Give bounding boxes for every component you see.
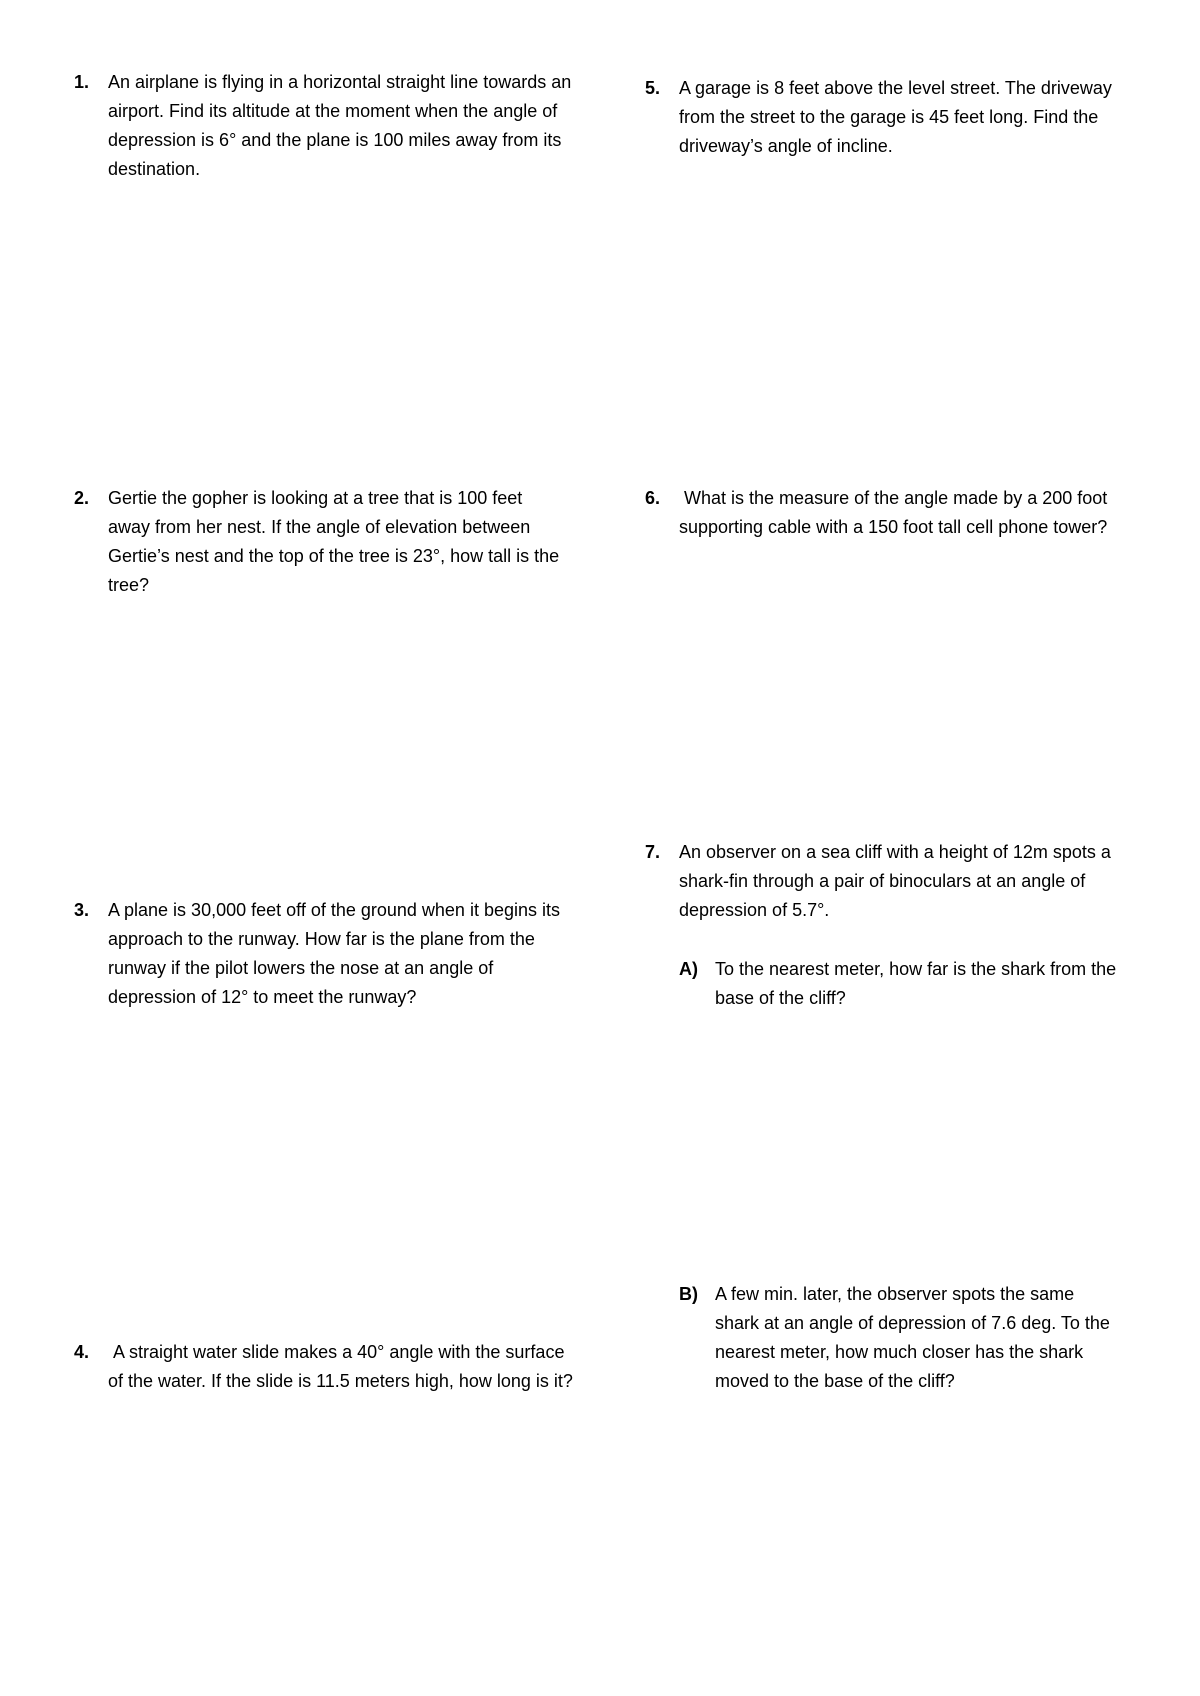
- problem-7-part-b: [679, 1280, 1119, 1396]
- problem-text: A straight water slide makes a 40° angle with the surface of the water. If the slide is 11.5 meters high, how long is it?: [108, 1342, 573, 1391]
- problem-4: [74, 1338, 584, 1396]
- part-text: To the nearest meter, how far is the shark from the base of the cliff?: [715, 959, 1117, 1008]
- part-text: A few min. later, the observer spots the same shark at an angle of depression of 7.6 deg. To the nearest meter, how much closer has the shark moved to the base of the cliff?: [715, 1284, 1110, 1391]
- problem-text: An airplane is flying in a horizontal straight line towards an airport. Find its altitude at the moment when the angle of depression is 6° and the plane is 100 miles away from its destination.: [108, 72, 572, 179]
- problem-number: 4.: [74, 1342, 90, 1362]
- problem-text: Gertie the gopher is looking at a tree that is 100 feet away from her nest. If the angle of elevation between Gertie’s nest and the top of the tree is 23°, how tall is the tree?: [108, 488, 560, 595]
- problem-number: 1.: [74, 72, 90, 92]
- part-label: A): [679, 959, 698, 979]
- problem-number: 6.: [645, 488, 661, 508]
- problem-number: 5.: [645, 78, 661, 98]
- problem-text: What is the measure of the angle made by a 200 foot supporting cable with a 150 foot tall cell phone tower?: [679, 488, 1113, 537]
- problem-3: [74, 896, 584, 1012]
- problem-5: [645, 74, 1115, 161]
- part-label: B): [679, 1284, 698, 1304]
- problem-text: A plane is 30,000 feet off of the ground when it begins its approach to the runway. How far is the plane from the runway if the pilot lowers the nose at an angle of depression of 12° to meet the runway?: [108, 900, 560, 1007]
- problem-text: An observer on a sea cliff with a height of 12m spots a shark-fin through a pair of binoculars at an angle of depression of 5.7°.: [679, 842, 1111, 920]
- problem-number: 3.: [74, 900, 90, 920]
- problem-7-part-a: [679, 955, 1119, 1013]
- problem-2: [74, 484, 564, 600]
- problem-7: [645, 838, 1135, 925]
- problem-number: 7.: [645, 842, 661, 862]
- problem-6: [645, 484, 1115, 542]
- problem-number: 2.: [74, 488, 90, 508]
- problem-text: A garage is 8 feet above the level street. The driveway from the street to the garage is 45 feet long. Find the driveway’s angle of incline.: [679, 78, 1112, 156]
- problem-1: [74, 68, 574, 184]
